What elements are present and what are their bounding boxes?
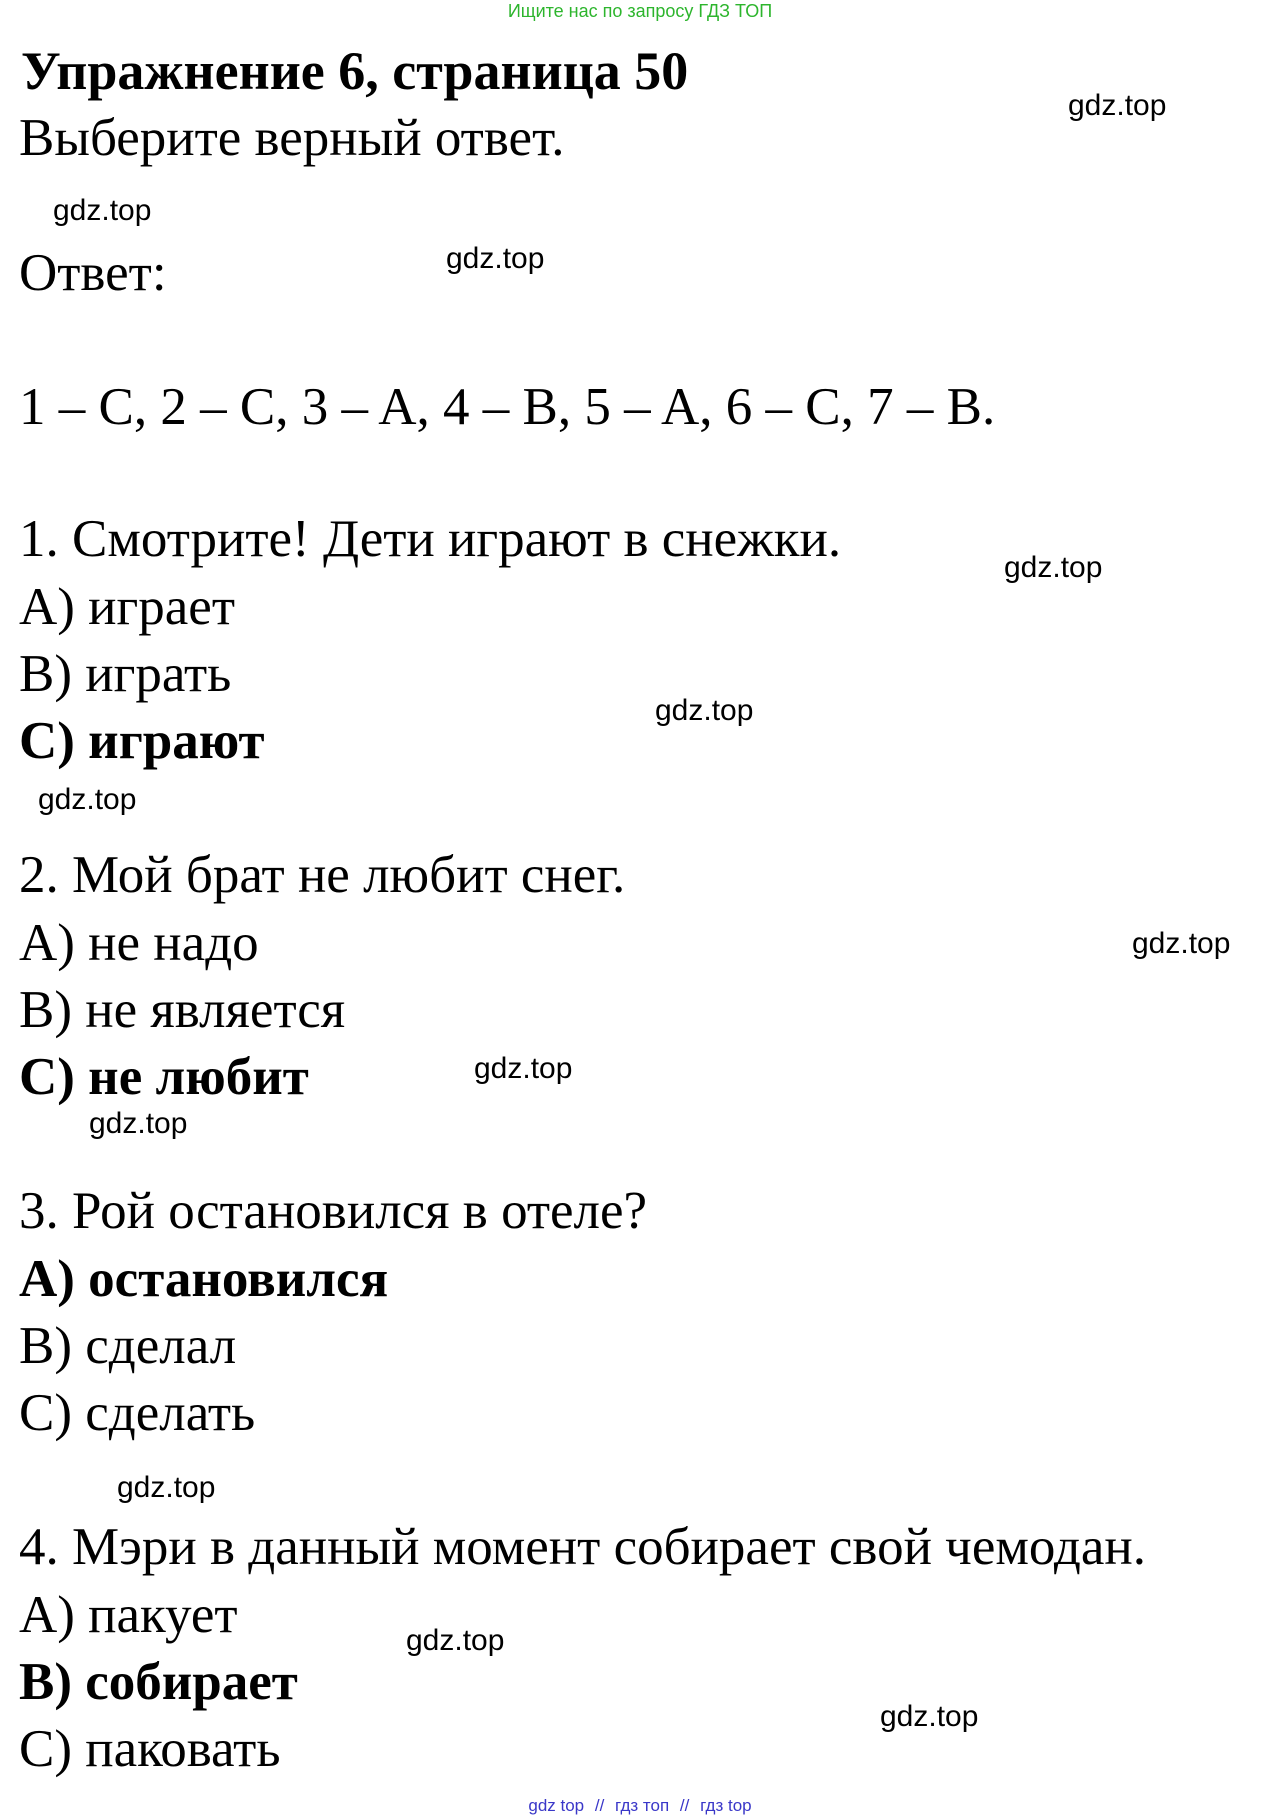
footer-separator: // [679, 1796, 690, 1815]
answer-key: 1 – C, 2 – C, 3 – A, 4 – B, 5 – A, 6 – C, 7 – B. [19, 378, 996, 436]
watermark: gdz.top [1004, 551, 1103, 584]
question-2-option-c-correct: C) не любит [19, 1048, 309, 1106]
footer-link-gdz-top-ru[interactable]: гдз топ [615, 1796, 670, 1815]
question-1-text: 1. Смотрите! Дети играют в снежки. [19, 510, 842, 568]
footer-link-gdz-top[interactable]: gdz top [528, 1796, 585, 1815]
watermark: gdz.top [880, 1700, 979, 1733]
question-3-option-a-correct: A) остановился [19, 1250, 389, 1308]
question-1-option-b: B) играть [19, 645, 232, 703]
watermark: gdz.top [1132, 927, 1231, 960]
footer-separator: // [594, 1796, 605, 1815]
question-1-option-c-correct: C) играют [19, 712, 265, 770]
question-3-option-c: C) сделать [19, 1384, 256, 1442]
exercise-instruction: Выберите верный ответ. [19, 109, 565, 167]
footer-link-gdz-top-mixed[interactable]: гдз top [700, 1796, 752, 1815]
footer-links [0, 1796, 1280, 1816]
question-3-text: 3. Рой остановился в отеле? [19, 1182, 648, 1240]
watermark: gdz.top [474, 1052, 573, 1085]
watermark: gdz.top [406, 1624, 505, 1657]
watermark: gdz.top [1068, 89, 1167, 122]
question-2-option-b: B) не является [19, 981, 346, 1039]
question-4-text: 4. Мэри в данный момент собирает свой чемодан. [19, 1518, 1146, 1576]
exercise-title: Упражнение 6, страница 50 [21, 41, 689, 101]
question-3-option-b: B) сделал [19, 1317, 237, 1375]
question-2-option-a: A) не надо [19, 914, 259, 972]
watermark: gdz.top [38, 783, 137, 816]
question-4-option-c: C) паковать [19, 1720, 281, 1778]
answer-label: Ответ: [19, 244, 167, 302]
question-4-option-a: A) пакует [19, 1586, 238, 1644]
watermark: gdz.top [53, 194, 152, 227]
question-1-option-a: A) играет [19, 578, 235, 636]
watermark: gdz.top [89, 1107, 188, 1140]
search-hint-link[interactable]: Ищите нас по запросу ГДЗ ТОП [507, 1, 773, 21]
question-4-option-b-correct: B) собирает [19, 1653, 298, 1711]
question-2-text: 2. Мой брат не любит снег. [19, 846, 626, 904]
watermark: gdz.top [655, 694, 754, 727]
watermark: gdz.top [446, 242, 545, 275]
watermark: gdz.top [117, 1471, 216, 1504]
